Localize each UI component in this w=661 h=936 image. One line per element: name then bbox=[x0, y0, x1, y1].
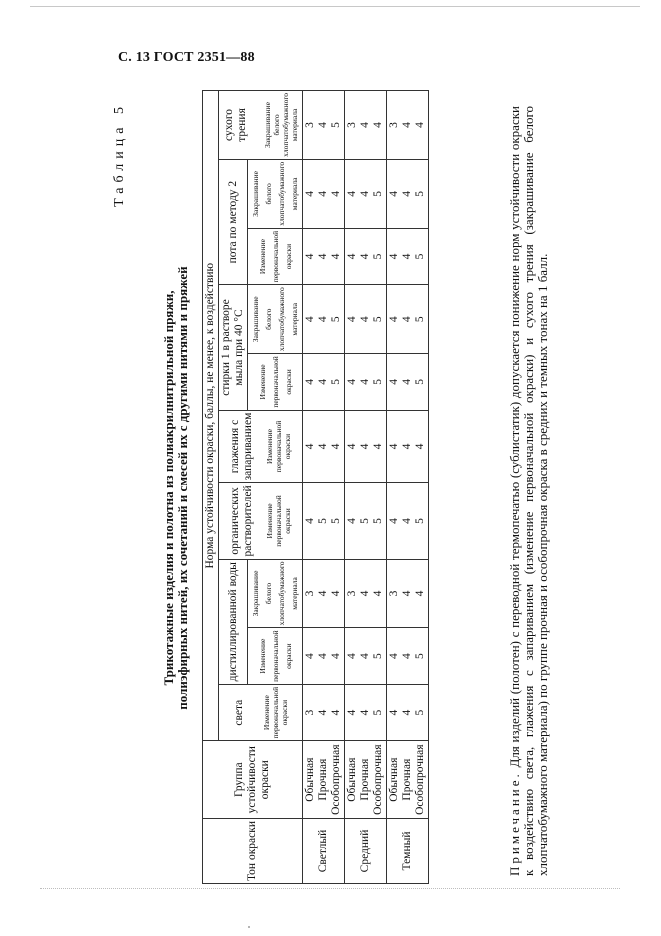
value-cell bbox=[303, 628, 345, 684]
tone-cell: Светлый bbox=[303, 819, 345, 884]
table-caption bbox=[162, 178, 190, 798]
value: 4 bbox=[401, 379, 413, 385]
value: 5 bbox=[414, 653, 426, 660]
value: 4 bbox=[388, 443, 400, 450]
value: 4 bbox=[330, 709, 342, 716]
header-norm: Норма устойчивости окраски, баллы, не менее, к воздействию bbox=[203, 91, 219, 741]
value-cell bbox=[345, 684, 387, 740]
header-ironing bbox=[219, 410, 303, 483]
scan-speck bbox=[248, 926, 250, 928]
value-cell bbox=[303, 354, 345, 410]
header-sweat: пота по методу 2 bbox=[219, 159, 248, 284]
value: 4 bbox=[359, 122, 371, 128]
value: 5 bbox=[372, 653, 384, 660]
value: 5 bbox=[330, 122, 342, 128]
header-row-1 bbox=[203, 91, 219, 884]
value: 4 bbox=[372, 443, 384, 450]
value: 4 bbox=[372, 122, 384, 128]
value-cell bbox=[387, 410, 429, 483]
value-cell bbox=[303, 228, 345, 284]
value-cell bbox=[387, 559, 429, 628]
value: 4 bbox=[304, 518, 316, 524]
value: 4 bbox=[359, 316, 371, 323]
value: 4 bbox=[359, 590, 371, 597]
header-distilled-water: дистиллированной воды bbox=[219, 559, 248, 684]
table-row bbox=[303, 91, 345, 884]
value-cell bbox=[387, 228, 429, 284]
group-item: Обычная bbox=[346, 757, 358, 802]
caption-line-2: полиэфирных нитей, их сочетаний и смесей их с другими нитями и пряжей bbox=[175, 266, 190, 710]
value: 5 bbox=[372, 379, 384, 385]
table-row bbox=[387, 91, 429, 884]
value: 4 bbox=[401, 518, 413, 524]
value: 5 bbox=[317, 518, 329, 524]
sub-soap-change: Изменение первоначальной окраски bbox=[248, 354, 303, 410]
value: 4 bbox=[414, 122, 426, 128]
value-cell bbox=[345, 483, 387, 559]
value-cell bbox=[345, 285, 387, 354]
value: 4 bbox=[401, 590, 413, 597]
value: 5 bbox=[372, 709, 384, 716]
sub-soap-stain: Закрашивание белого хлопчатобумажного материала bbox=[248, 285, 303, 354]
value: 4 bbox=[388, 316, 400, 323]
value-cell bbox=[387, 354, 429, 410]
value: 5 bbox=[414, 709, 426, 716]
value: 4 bbox=[401, 122, 413, 128]
value: 4 bbox=[388, 653, 400, 660]
note-text: Для изделий (полотен) с переводной термопечатью (сублистатик) допускается понижение норм устойчивости окраски к воздействию света, глажения с запариванием (изменение первоначальной окраски) и сухого трения (закрашивание белого хлопчатобумажного материала) по группе прочная и особопрочная окраска в средних и темных тонах на 1 балл. bbox=[507, 106, 550, 876]
value: 5 bbox=[372, 190, 384, 197]
value-cell bbox=[345, 559, 387, 628]
group-item: Обычная bbox=[304, 757, 316, 802]
value: 4 bbox=[359, 709, 371, 716]
value: 5 bbox=[414, 190, 426, 197]
value: 4 bbox=[346, 709, 358, 716]
value-cell bbox=[387, 285, 429, 354]
group-item: Прочная bbox=[401, 758, 413, 801]
page-header: С. 13 ГОСТ 2351—88 bbox=[118, 50, 255, 65]
value: 4 bbox=[317, 709, 329, 716]
sub-sweat-stain: Закрашивание белого хлопчатобумажного материала bbox=[248, 159, 303, 228]
value: 4 bbox=[346, 443, 358, 450]
header-light bbox=[219, 684, 303, 740]
value: 3 bbox=[346, 590, 358, 597]
value: 5 bbox=[372, 316, 384, 323]
value-cell bbox=[387, 159, 429, 228]
value: 4 bbox=[304, 443, 316, 450]
header-ironing-title: глажения с запариванием bbox=[229, 412, 254, 481]
value: 4 bbox=[304, 316, 316, 323]
value: 5 bbox=[330, 316, 342, 323]
header-dry-rub bbox=[219, 91, 303, 160]
value-cell bbox=[345, 228, 387, 284]
norms-table bbox=[202, 90, 429, 884]
header-tone: Тон окраски bbox=[203, 819, 303, 884]
header-light-title: света bbox=[232, 699, 245, 726]
header-organic-sub: Изменение первоначальной окраски bbox=[265, 495, 292, 547]
value: 4 bbox=[317, 443, 329, 450]
value-cell bbox=[387, 91, 429, 160]
sub-water-change: Изменение первоначальной окраски bbox=[248, 628, 303, 684]
value: 5 bbox=[372, 253, 384, 260]
value-cell bbox=[345, 410, 387, 483]
caption-line-1: Трикотажные изделия и полотна из полиакрилнитрильной пряжи, bbox=[161, 290, 176, 686]
value-cell bbox=[303, 285, 345, 354]
value-cell bbox=[345, 159, 387, 228]
value: 5 bbox=[414, 379, 426, 385]
value: 4 bbox=[317, 316, 329, 323]
value: 4 bbox=[304, 190, 316, 197]
value: 4 bbox=[401, 190, 413, 197]
value: 4 bbox=[317, 253, 329, 260]
group-item: Особопрочная bbox=[414, 744, 426, 815]
value: 4 bbox=[401, 709, 413, 716]
note-lead: Примечание. bbox=[507, 771, 522, 876]
value: 4 bbox=[304, 653, 316, 660]
table-row bbox=[345, 91, 387, 884]
sub-sweat-change: Изменение первоначальной окраски bbox=[248, 228, 303, 284]
tone-cell: Темный bbox=[387, 819, 429, 884]
value: 4 bbox=[317, 122, 329, 128]
value: 4 bbox=[346, 316, 358, 323]
top-scan-rule bbox=[30, 6, 640, 7]
value: 4 bbox=[330, 653, 342, 660]
value: 4 bbox=[359, 379, 371, 385]
header-soap-wash: стирки 1 в растворе мыла при 40 °С bbox=[219, 285, 248, 410]
value: 4 bbox=[346, 253, 358, 260]
value: 4 bbox=[346, 190, 358, 197]
value-cell bbox=[345, 91, 387, 160]
value: 4 bbox=[346, 379, 358, 385]
value-cell bbox=[387, 684, 429, 740]
group-item: Прочная bbox=[317, 758, 329, 801]
value: 4 bbox=[330, 590, 342, 597]
tone-cell: Средний bbox=[345, 819, 387, 884]
table-note bbox=[508, 106, 550, 876]
value: 3 bbox=[304, 590, 316, 597]
value: 4 bbox=[388, 518, 400, 524]
header-organic-title: органических растворителей bbox=[229, 485, 254, 557]
value: 4 bbox=[359, 443, 371, 450]
group-cell bbox=[387, 741, 429, 819]
value-cell bbox=[345, 354, 387, 410]
value: 4 bbox=[304, 253, 316, 260]
value: 4 bbox=[317, 379, 329, 385]
value: 5 bbox=[359, 518, 371, 524]
value: 4 bbox=[317, 653, 329, 660]
header-group: Группа устойчивости окраски bbox=[203, 741, 303, 819]
value: 3 bbox=[346, 122, 358, 128]
value: 3 bbox=[388, 122, 400, 128]
group-item: Особопрочная bbox=[330, 744, 342, 815]
value-cell bbox=[387, 483, 429, 559]
value: 5 bbox=[414, 518, 426, 524]
value: 4 bbox=[414, 590, 426, 597]
value: 3 bbox=[304, 122, 316, 128]
value: 4 bbox=[401, 653, 413, 660]
value: 4 bbox=[317, 590, 329, 597]
value: 4 bbox=[359, 190, 371, 197]
value-cell bbox=[345, 628, 387, 684]
value: 4 bbox=[388, 253, 400, 260]
value: 4 bbox=[414, 443, 426, 450]
value: 3 bbox=[388, 590, 400, 597]
header-dry-rub-title: сухого трения bbox=[222, 108, 248, 142]
value: 4 bbox=[359, 653, 371, 660]
group-item: Обычная bbox=[388, 757, 400, 802]
value-cell bbox=[303, 91, 345, 160]
value-cell bbox=[303, 159, 345, 228]
value: 5 bbox=[414, 253, 426, 260]
value: 5 bbox=[330, 379, 342, 385]
value: 4 bbox=[346, 653, 358, 660]
value: 4 bbox=[346, 518, 358, 524]
value: 4 bbox=[330, 190, 342, 197]
value: 4 bbox=[330, 253, 342, 260]
value: 4 bbox=[401, 443, 413, 450]
value: 5 bbox=[372, 518, 384, 524]
value-cell bbox=[303, 483, 345, 559]
value-cell bbox=[303, 684, 345, 740]
value: 5 bbox=[414, 316, 426, 323]
value: 5 bbox=[330, 518, 342, 524]
header-ironing-sub: Изменение первоначальной окраски bbox=[265, 420, 292, 473]
header-dry-rub-sub: Закрашивание белого хлопчатобумажного материала bbox=[262, 93, 299, 157]
value: 4 bbox=[388, 190, 400, 197]
value: 4 bbox=[317, 190, 329, 197]
value: 4 bbox=[401, 253, 413, 260]
value: 4 bbox=[359, 253, 371, 260]
value-cell bbox=[303, 559, 345, 628]
value: 4 bbox=[401, 316, 413, 323]
value: 4 bbox=[388, 709, 400, 716]
rotated-table-block bbox=[30, 90, 630, 890]
group-cell bbox=[345, 741, 387, 819]
table-label: Таблица 5 bbox=[112, 102, 127, 207]
value: 4 bbox=[372, 590, 384, 597]
value: 4 bbox=[388, 379, 400, 385]
value-cell bbox=[387, 628, 429, 684]
header-organic-solvents bbox=[219, 483, 303, 559]
group-item: Особопрочная bbox=[372, 744, 384, 815]
sub-water-stain: Закрашивание белого хлопчатобумажного материала bbox=[248, 559, 303, 628]
value: 3 bbox=[304, 709, 316, 716]
value: 4 bbox=[304, 379, 316, 385]
group-cell bbox=[303, 741, 345, 819]
group-item: Прочная bbox=[359, 758, 371, 801]
value-cell bbox=[303, 410, 345, 483]
header-light-sub: Изменение первоначальной окраски bbox=[261, 686, 289, 739]
value: 4 bbox=[330, 443, 342, 450]
bottom-scan-rule bbox=[40, 888, 620, 889]
